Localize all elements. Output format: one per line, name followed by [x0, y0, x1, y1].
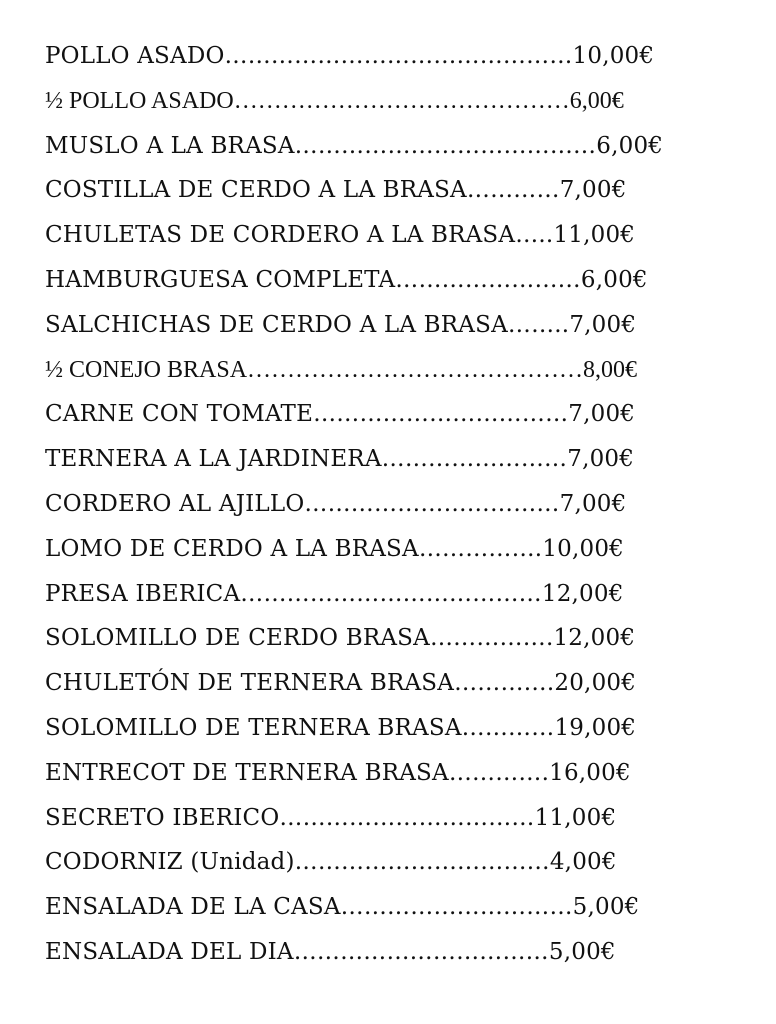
menu-item-medio-conejo [45, 350, 745, 395]
item-name: CHULETÓN DE TERNERA BRASA [45, 670, 455, 697]
item-leader-dots: …………………………… [313, 401, 569, 428]
item-name: LOMO DE CERDO A LA BRASA [45, 535, 419, 562]
item-price: 20,00€ [554, 670, 637, 697]
menu-item-chuleton-ternera [45, 663, 745, 708]
item-leader-dots: …………………………… [293, 938, 549, 965]
menu-item-pollo-asado [45, 36, 745, 81]
item-leader-dots: ………………………………… [240, 580, 542, 607]
item-name: COSTILLA DE CERDO A LA BRASA [45, 177, 467, 204]
item-leader-dots: ……………. [429, 625, 554, 652]
item-name: CODORNIZ (Unidad) [45, 849, 295, 876]
menu-item-cordero-ajillo [45, 484, 745, 529]
item-name: SALCHICHAS DE CERDO A LA BRASA [45, 311, 508, 338]
menu-item-medio-pollo-asado [45, 81, 745, 126]
menu-item-solomillo-ternera [45, 708, 745, 753]
item-price: 6,00€ [580, 266, 648, 293]
item-leader-dots: …….. [507, 311, 570, 338]
item-leader-dots: ………… [466, 177, 560, 204]
item-name: CARNE CON TOMATE [45, 401, 314, 428]
item-price: 10,00€ [542, 535, 625, 562]
menu-item-muslo-brasa [45, 126, 745, 171]
item-name: SOLOMILLO DE TERNERA BRASA [45, 714, 462, 741]
item-name: ENSALADA DEL DIA [45, 938, 294, 965]
item-name: TERNERA A LA JARDINERA [45, 446, 382, 473]
item-leader-dots: …………………… [381, 446, 568, 473]
item-name: ENSALADA DE LA CASA [45, 894, 341, 921]
item-leader-dots: …………………………… [304, 490, 560, 517]
item-name: HAMBURGUESA COMPLETA [45, 266, 396, 293]
menu-item-ternera-jardinera [45, 439, 745, 484]
item-leader-dots: ………………………………… [294, 132, 597, 159]
menu-item-codorniz [45, 842, 745, 887]
menu-item-chuletas-cordero [45, 215, 745, 260]
item-name: ½ CONEJO BRASA [45, 356, 248, 383]
menu-item-presa-iberica [45, 574, 745, 619]
menu-item-entrecot-ternera [45, 753, 745, 798]
menu-list [45, 36, 745, 977]
menu-item-ensalada-dia [45, 932, 745, 977]
item-price: 7,00€ [567, 446, 635, 473]
item-name: MUSLO A LA BRASA [45, 132, 295, 159]
item-price: 5,00€ [572, 894, 640, 921]
item-leader-dots: …………………………… [294, 849, 550, 876]
item-name: ½ POLLO ASADO [45, 87, 234, 114]
item-price: 7,00€ [568, 401, 636, 428]
menu-item-salchichas [45, 305, 745, 350]
item-price: 12,00€ [541, 580, 624, 607]
item-leader-dots: ……………………………………… [224, 43, 573, 69]
menu-item-hamburguesa [45, 260, 745, 305]
item-price: 7,00€ [559, 177, 627, 204]
item-leader-dots: …………. [454, 670, 555, 697]
item-leader-dots: ……………. [418, 535, 543, 562]
item-price: 6,00€ [596, 132, 664, 159]
item-leader-dots: …………………………………… [247, 356, 584, 383]
item-price: 6,00€ [569, 87, 624, 114]
menu-item-costilla-cerdo [45, 170, 745, 215]
item-price: 7,00€ [559, 490, 627, 517]
item-leader-dots: ………… [461, 714, 555, 741]
item-name: CHULETAS DE CORDERO A LA BRASA [45, 222, 516, 249]
item-price: 11,00€ [534, 804, 617, 831]
menu-item-lomo-cerdo [45, 529, 745, 574]
menu-item-ensalada-casa [45, 887, 745, 932]
item-name: SOLOMILLO DE CERDO BRASA [45, 625, 430, 652]
item-price: 4,00€ [549, 849, 617, 876]
item-price: 5,00€ [548, 938, 616, 965]
item-price: 8,00€ [583, 356, 638, 383]
item-price: 11,00€ [553, 222, 636, 249]
item-price: 10,00€ [572, 43, 655, 69]
item-leader-dots: …………………………… [279, 804, 535, 831]
item-name: SECRETO IBERICO [45, 804, 280, 831]
menu-item-carne-tomate [45, 394, 745, 439]
item-leader-dots: ………………………… [340, 894, 573, 921]
item-name: CORDERO AL AJILLO [45, 490, 305, 517]
menu-item-solomillo-cerdo [45, 618, 745, 663]
item-name: PRESA IBERICA [45, 580, 241, 607]
item-price: 19,00€ [554, 714, 637, 741]
item-price: 7,00€ [569, 311, 637, 338]
item-leader-dots: ….. [515, 222, 554, 249]
item-name: ENTRECOT DE TERNERA BRASA [45, 759, 449, 786]
menu-item-secreto-iberico [45, 798, 745, 843]
item-leader-dots: …………. [448, 759, 550, 786]
item-leader-dots: …………………… [395, 266, 581, 293]
item-leader-dots: …………………………………… [233, 87, 570, 114]
item-name: POLLO ASADO [45, 43, 225, 69]
item-price: 12,00€ [553, 625, 636, 652]
item-price: 16,00€ [549, 759, 631, 786]
